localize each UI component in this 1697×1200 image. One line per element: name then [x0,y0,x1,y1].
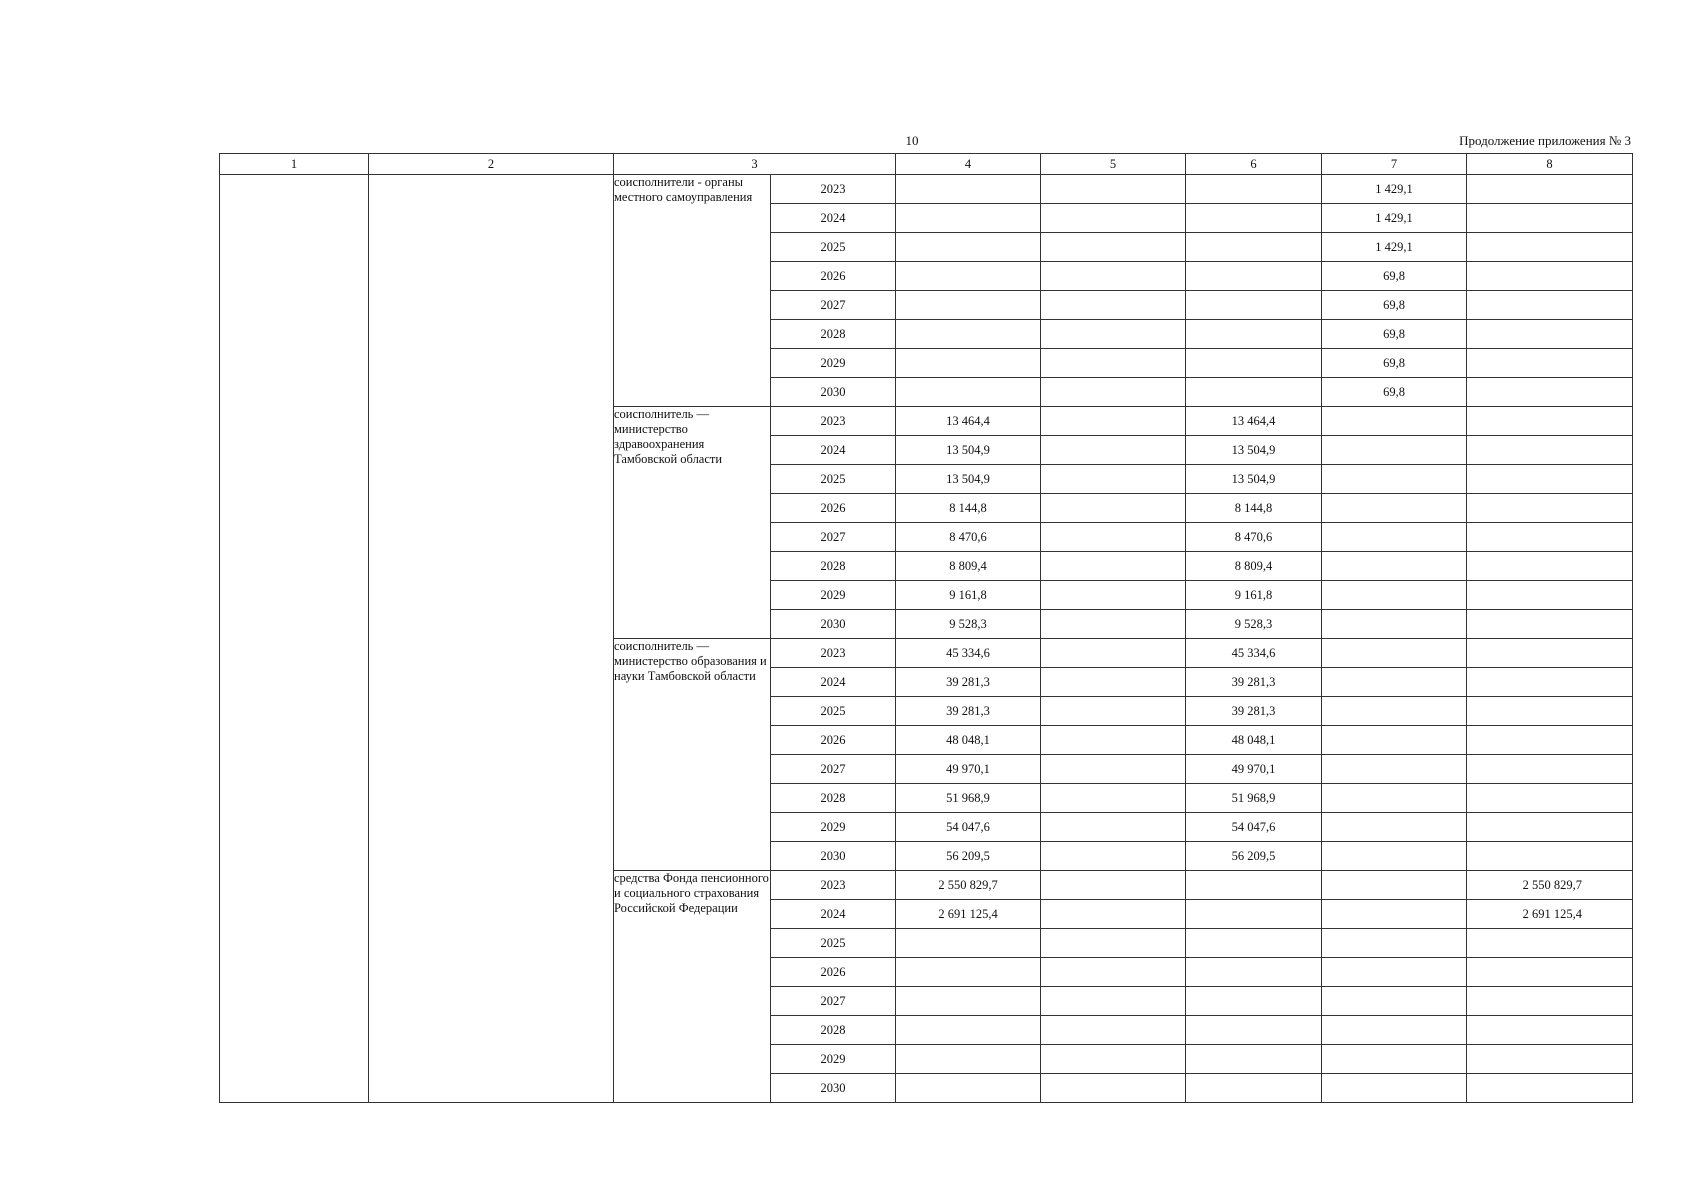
value-cell-c4: 9 528,3 [896,610,1041,639]
value-cell-c4 [896,378,1041,407]
value-cell-c7 [1322,1045,1467,1074]
value-cell-c8 [1467,233,1633,262]
value-cell-c6 [1186,262,1322,291]
value-cell-c5 [1041,958,1186,987]
value-cell-c6: 8 470,6 [1186,523,1322,552]
year-cell: 2025 [771,929,896,958]
column-number-row [220,154,1633,175]
value-cell-c5 [1041,1045,1186,1074]
value-cell-c6 [1186,175,1322,204]
value-cell-c5 [1041,668,1186,697]
value-cell-c7 [1322,726,1467,755]
value-cell-c7: 69,8 [1322,262,1467,291]
year-cell: 2028 [771,1016,896,1045]
col-header-6: 6 [1186,154,1322,175]
value-cell-c5 [1041,726,1186,755]
value-cell-c7 [1322,407,1467,436]
year-cell: 2025 [771,465,896,494]
value-cell-c7: 1 429,1 [1322,233,1467,262]
value-cell-c6: 45 334,6 [1186,639,1322,668]
value-cell-c8 [1467,291,1633,320]
value-cell-c6 [1186,320,1322,349]
value-cell-c6: 13 504,9 [1186,436,1322,465]
value-cell-c4: 2 550 829,7 [896,871,1041,900]
value-cell-c5 [1041,581,1186,610]
col-header-2: 2 [369,154,614,175]
value-cell-c4 [896,262,1041,291]
col2-cell [369,175,614,1103]
value-cell-c8 [1467,349,1633,378]
value-cell-c5 [1041,552,1186,581]
year-cell: 2024 [771,668,896,697]
value-cell-c4: 13 504,9 [896,436,1041,465]
value-cell-c6: 39 281,3 [1186,697,1322,726]
value-cell-c8 [1467,262,1633,291]
value-cell-c8 [1467,755,1633,784]
year-cell: 2023 [771,175,896,204]
executor-label: соисполнитель — министерство здравоохранения Тамбовской области [614,407,771,639]
value-cell-c8 [1467,958,1633,987]
value-cell-c4: 45 334,6 [896,639,1041,668]
value-cell-c4: 13 464,4 [896,407,1041,436]
year-cell: 2029 [771,349,896,378]
value-cell-c5 [1041,610,1186,639]
value-cell-c5 [1041,987,1186,1016]
value-cell-c4 [896,1045,1041,1074]
value-cell-c7: 1 429,1 [1322,175,1467,204]
year-cell: 2026 [771,726,896,755]
col-header-3: 3 [614,154,896,175]
value-cell-c8 [1467,842,1633,871]
value-cell-c7 [1322,1016,1467,1045]
value-cell-c7 [1322,552,1467,581]
value-cell-c4 [896,1016,1041,1045]
value-cell-c7 [1322,494,1467,523]
value-cell-c6: 54 047,6 [1186,813,1322,842]
value-cell-c5 [1041,784,1186,813]
col-header-5: 5 [1041,154,1186,175]
value-cell-c5 [1041,900,1186,929]
value-cell-c8 [1467,552,1633,581]
value-cell-c8 [1467,407,1633,436]
value-cell-c5 [1041,755,1186,784]
value-cell-c7 [1322,610,1467,639]
executor-label: соисполнитель — министерство образования и науки Тамбовской области [614,639,771,871]
year-cell: 2025 [771,697,896,726]
value-cell-c8 [1467,929,1633,958]
year-cell: 2029 [771,1045,896,1074]
year-cell: 2027 [771,523,896,552]
value-cell-c7 [1322,465,1467,494]
value-cell-c8 [1467,1016,1633,1045]
value-cell-c6: 51 968,9 [1186,784,1322,813]
value-cell-c4: 51 968,9 [896,784,1041,813]
value-cell-c5 [1041,378,1186,407]
value-cell-c6 [1186,1074,1322,1103]
value-cell-c7 [1322,929,1467,958]
page-number: 10 [905,133,919,148]
value-cell-c6: 48 048,1 [1186,726,1322,755]
value-cell-c7 [1322,639,1467,668]
col-header-8: 8 [1467,154,1633,175]
continuation-label: Продолжение приложения № 3 [1459,133,1631,148]
value-cell-c4: 2 691 125,4 [896,900,1041,929]
value-cell-c7 [1322,958,1467,987]
value-cell-c6 [1186,900,1322,929]
value-cell-c7 [1322,842,1467,871]
value-cell-c7 [1322,697,1467,726]
value-cell-c4 [896,233,1041,262]
value-cell-c4 [896,175,1041,204]
value-cell-c8 [1467,987,1633,1016]
value-cell-c6: 9 528,3 [1186,610,1322,639]
value-cell-c5 [1041,175,1186,204]
value-cell-c4: 8 809,4 [896,552,1041,581]
value-cell-c7: 1 429,1 [1322,204,1467,233]
value-cell-c8 [1467,697,1633,726]
value-cell-c6: 13 504,9 [1186,465,1322,494]
value-cell-c4 [896,1074,1041,1103]
value-cell-c4: 39 281,3 [896,668,1041,697]
col1-cell [220,175,369,1103]
value-cell-c6: 8 809,4 [1186,552,1322,581]
year-cell: 2024 [771,204,896,233]
value-cell-c6: 56 209,5 [1186,842,1322,871]
value-cell-c5 [1041,291,1186,320]
year-cell: 2027 [771,755,896,784]
value-cell-c7 [1322,668,1467,697]
year-cell: 2024 [771,436,896,465]
year-cell: 2030 [771,378,896,407]
value-cell-c6 [1186,1016,1322,1045]
value-cell-c4 [896,320,1041,349]
executor-label: соисполнители - органы местного самоуправления [614,175,771,407]
value-cell-c5 [1041,1016,1186,1045]
funding-table [219,153,1633,1103]
value-cell-c7 [1322,1074,1467,1103]
value-cell-c4 [896,987,1041,1016]
value-cell-c5 [1041,262,1186,291]
year-cell: 2023 [771,639,896,668]
year-cell: 2028 [771,320,896,349]
value-cell-c6 [1186,987,1322,1016]
year-cell: 2023 [771,871,896,900]
value-cell-c5 [1041,320,1186,349]
value-cell-c8 [1467,581,1633,610]
value-cell-c4: 9 161,8 [896,581,1041,610]
year-cell: 2023 [771,407,896,436]
value-cell-c7: 69,8 [1322,378,1467,407]
value-cell-c4 [896,929,1041,958]
col-header-1: 1 [220,154,369,175]
value-cell-c6: 39 281,3 [1186,668,1322,697]
value-cell-c6 [1186,958,1322,987]
value-cell-c5 [1041,523,1186,552]
year-cell: 2025 [771,233,896,262]
value-cell-c6 [1186,1045,1322,1074]
value-cell-c8 [1467,784,1633,813]
value-cell-c5 [1041,349,1186,378]
value-cell-c6 [1186,233,1322,262]
executor-label: средства Фонда пенсионного и социального страхования Российской Федерации [614,871,771,1103]
value-cell-c8 [1467,1074,1633,1103]
year-cell: 2024 [771,900,896,929]
value-cell-c4: 39 281,3 [896,697,1041,726]
value-cell-c5 [1041,697,1186,726]
value-cell-c7: 69,8 [1322,291,1467,320]
value-cell-c7 [1322,523,1467,552]
value-cell-c6 [1186,291,1322,320]
value-cell-c4: 49 970,1 [896,755,1041,784]
year-cell: 2026 [771,958,896,987]
value-cell-c4 [896,349,1041,378]
value-cell-c8: 2 691 125,4 [1467,900,1633,929]
value-cell-c4: 54 047,6 [896,813,1041,842]
value-cell-c4: 8 470,6 [896,523,1041,552]
value-cell-c8 [1467,1045,1633,1074]
value-cell-c8 [1467,813,1633,842]
value-cell-c8: 2 550 829,7 [1467,871,1633,900]
value-cell-c7 [1322,987,1467,1016]
value-cell-c5 [1041,233,1186,262]
value-cell-c8 [1467,378,1633,407]
value-cell-c8 [1467,639,1633,668]
value-cell-c7: 69,8 [1322,349,1467,378]
value-cell-c4: 8 144,8 [896,494,1041,523]
value-cell-c5 [1041,436,1186,465]
year-cell: 2026 [771,262,896,291]
year-cell: 2027 [771,987,896,1016]
year-cell: 2030 [771,842,896,871]
value-cell-c4: 48 048,1 [896,726,1041,755]
value-cell-c8 [1467,436,1633,465]
value-cell-c7 [1322,436,1467,465]
year-cell: 2029 [771,813,896,842]
year-cell: 2026 [771,494,896,523]
value-cell-c7 [1322,755,1467,784]
value-cell-c5 [1041,929,1186,958]
value-cell-c5 [1041,407,1186,436]
value-cell-c6: 8 144,8 [1186,494,1322,523]
value-cell-c5 [1041,639,1186,668]
value-cell-c7 [1322,813,1467,842]
value-cell-c7 [1322,871,1467,900]
value-cell-c7 [1322,900,1467,929]
value-cell-c8 [1467,610,1633,639]
year-cell: 2030 [771,610,896,639]
value-cell-c4 [896,204,1041,233]
value-cell-c8 [1467,523,1633,552]
value-cell-c5 [1041,842,1186,871]
value-cell-c8 [1467,726,1633,755]
table-row [220,175,1633,204]
year-cell: 2030 [771,1074,896,1103]
year-cell: 2029 [771,581,896,610]
value-cell-c8 [1467,320,1633,349]
value-cell-c6: 49 970,1 [1186,755,1322,784]
value-cell-c5 [1041,871,1186,900]
value-cell-c6 [1186,929,1322,958]
value-cell-c7: 69,8 [1322,320,1467,349]
value-cell-c6 [1186,349,1322,378]
table-body [220,175,1633,1103]
value-cell-c8 [1467,494,1633,523]
value-cell-c5 [1041,813,1186,842]
value-cell-c8 [1467,465,1633,494]
value-cell-c6 [1186,204,1322,233]
year-cell: 2028 [771,552,896,581]
col-header-7: 7 [1322,154,1467,175]
value-cell-c6 [1186,378,1322,407]
value-cell-c7 [1322,581,1467,610]
value-cell-c6: 9 161,8 [1186,581,1322,610]
value-cell-c4 [896,958,1041,987]
value-cell-c5 [1041,204,1186,233]
value-cell-c4 [896,291,1041,320]
value-cell-c5 [1041,494,1186,523]
value-cell-c5 [1041,465,1186,494]
value-cell-c6: 13 464,4 [1186,407,1322,436]
value-cell-c4: 56 209,5 [896,842,1041,871]
col-header-4: 4 [896,154,1041,175]
year-cell: 2027 [771,291,896,320]
value-cell-c8 [1467,668,1633,697]
value-cell-c8 [1467,204,1633,233]
value-cell-c7 [1322,784,1467,813]
value-cell-c6 [1186,871,1322,900]
value-cell-c5 [1041,1074,1186,1103]
value-cell-c4: 13 504,9 [896,465,1041,494]
year-cell: 2028 [771,784,896,813]
value-cell-c8 [1467,175,1633,204]
